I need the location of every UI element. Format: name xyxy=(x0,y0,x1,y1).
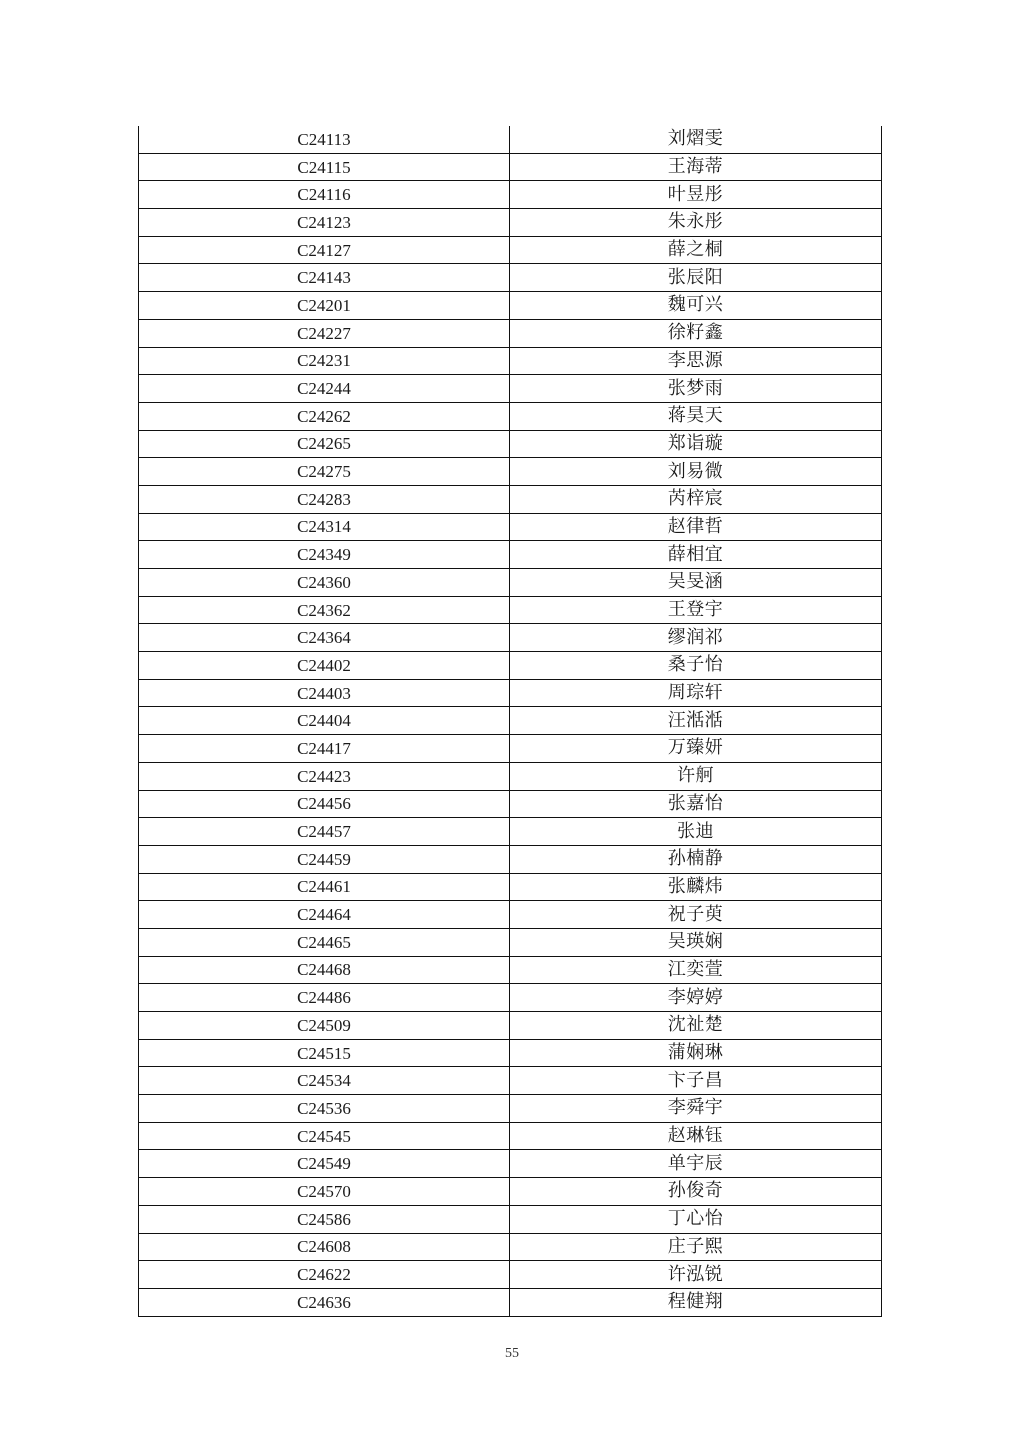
table-row xyxy=(139,126,882,153)
student-id-cell: C24468 xyxy=(139,956,510,984)
student-name-cell: 祝子萸 xyxy=(510,901,882,929)
student-id-cell: C24113 xyxy=(139,126,510,153)
student-id-cell: C24622 xyxy=(139,1261,510,1289)
student-id-cell: C24201 xyxy=(139,292,510,320)
table-row xyxy=(139,1233,882,1261)
table-row xyxy=(139,209,882,237)
student-name-cell: 孙楠静 xyxy=(510,845,882,873)
table-row xyxy=(139,541,882,569)
table-row xyxy=(139,956,882,984)
student-id-cell: C24586 xyxy=(139,1205,510,1233)
table-row xyxy=(139,402,882,430)
student-id-cell: C24123 xyxy=(139,209,510,237)
table-row xyxy=(139,1205,882,1233)
table-row xyxy=(139,790,882,818)
table-row xyxy=(139,1039,882,1067)
student-id-cell: C24464 xyxy=(139,901,510,929)
table-row xyxy=(139,596,882,624)
table-row xyxy=(139,375,882,403)
student-name-cell: 吴旻涵 xyxy=(510,569,882,597)
table-row xyxy=(139,264,882,292)
student-name-cell: 郑诣璇 xyxy=(510,430,882,458)
student-id-cell: C24262 xyxy=(139,402,510,430)
table-row xyxy=(139,569,882,597)
table-row xyxy=(139,458,882,486)
student-id-cell: C24127 xyxy=(139,236,510,264)
student-name-cell: 赵琳钰 xyxy=(510,1122,882,1150)
student-id-cell: C24244 xyxy=(139,375,510,403)
page-number: 55 xyxy=(505,1346,519,1361)
student-id-cell: C24265 xyxy=(139,430,510,458)
student-id-cell: C24465 xyxy=(139,928,510,956)
student-id-cell: C24534 xyxy=(139,1067,510,1095)
student-id-cell: C24403 xyxy=(139,679,510,707)
student-id-cell: C24275 xyxy=(139,458,510,486)
table-row xyxy=(139,347,882,375)
student-id-cell: C24456 xyxy=(139,790,510,818)
student-id-cell: C24417 xyxy=(139,735,510,763)
student-name-cell: 徐籽鑫 xyxy=(510,319,882,347)
student-name-cell: 桑子怡 xyxy=(510,652,882,680)
student-name-cell: 许泓锐 xyxy=(510,1261,882,1289)
table-row xyxy=(139,873,882,901)
student-name-cell: 丁心怡 xyxy=(510,1205,882,1233)
student-name-cell: 庄子熙 xyxy=(510,1233,882,1261)
student-name-cell: 张嘉怡 xyxy=(510,790,882,818)
table-row xyxy=(139,928,882,956)
student-id-cell: C24549 xyxy=(139,1150,510,1178)
student-id-cell: C24227 xyxy=(139,319,510,347)
table-row xyxy=(139,236,882,264)
student-id-cell: C24360 xyxy=(139,569,510,597)
student-id-cell: C24115 xyxy=(139,153,510,181)
student-name-cell: 沈祉楚 xyxy=(510,1012,882,1040)
student-name-cell: 薛之桐 xyxy=(510,236,882,264)
student-id-cell: C24423 xyxy=(139,762,510,790)
student-name-cell: 卞子昌 xyxy=(510,1067,882,1095)
student-name-cell: 许舸 xyxy=(510,762,882,790)
student-id-cell: C24515 xyxy=(139,1039,510,1067)
table-row xyxy=(139,1012,882,1040)
student-name-cell: 蒲娴琳 xyxy=(510,1039,882,1067)
student-id-cell: C24231 xyxy=(139,347,510,375)
table-row xyxy=(139,652,882,680)
roster-table-body xyxy=(139,126,882,1316)
table-row xyxy=(139,485,882,513)
table-row xyxy=(139,679,882,707)
student-id-cell: C24283 xyxy=(139,485,510,513)
student-name-cell: 王海蒂 xyxy=(510,153,882,181)
student-id-cell: C24143 xyxy=(139,264,510,292)
student-name-cell: 张迪 xyxy=(510,818,882,846)
student-name-cell: 赵律哲 xyxy=(510,513,882,541)
table-row xyxy=(139,1288,882,1316)
table-row xyxy=(139,513,882,541)
student-name-cell: 江奕萱 xyxy=(510,956,882,984)
table-row xyxy=(139,1178,882,1206)
student-id-cell: C24636 xyxy=(139,1288,510,1316)
table-row xyxy=(139,901,882,929)
student-name-cell: 刘熠雯 xyxy=(510,126,882,153)
table-row xyxy=(139,818,882,846)
table-row xyxy=(139,292,882,320)
student-name-cell: 李婷婷 xyxy=(510,984,882,1012)
student-name-cell: 芮梓宸 xyxy=(510,485,882,513)
student-id-cell: C24457 xyxy=(139,818,510,846)
student-name-cell: 蒋昊天 xyxy=(510,402,882,430)
student-id-cell: C24349 xyxy=(139,541,510,569)
table-row xyxy=(139,430,882,458)
table-row xyxy=(139,1150,882,1178)
table-row xyxy=(139,984,882,1012)
student-name-cell: 王登宇 xyxy=(510,596,882,624)
student-name-cell: 李舜宇 xyxy=(510,1095,882,1123)
student-id-cell: C24116 xyxy=(139,181,510,209)
student-name-cell: 缪润祁 xyxy=(510,624,882,652)
table-row xyxy=(139,624,882,652)
table-row xyxy=(139,1067,882,1095)
table-row xyxy=(139,153,882,181)
table-row xyxy=(139,1095,882,1123)
table-row xyxy=(139,762,882,790)
student-name-cell: 单宇辰 xyxy=(510,1150,882,1178)
student-id-cell: C24536 xyxy=(139,1095,510,1123)
student-name-cell: 魏可兴 xyxy=(510,292,882,320)
student-id-cell: C24545 xyxy=(139,1122,510,1150)
student-name-cell: 叶昱彤 xyxy=(510,181,882,209)
student-id-cell: C24608 xyxy=(139,1233,510,1261)
student-name-cell: 张辰阳 xyxy=(510,264,882,292)
student-id-cell: C24570 xyxy=(139,1178,510,1206)
table-row xyxy=(139,1261,882,1289)
table-row xyxy=(139,735,882,763)
student-name-cell: 张梦雨 xyxy=(510,375,882,403)
student-id-cell: C24459 xyxy=(139,845,510,873)
table-row xyxy=(139,707,882,735)
table-row xyxy=(139,845,882,873)
student-id-cell: C24364 xyxy=(139,624,510,652)
student-name-cell: 程健翔 xyxy=(510,1288,882,1316)
table-row xyxy=(139,319,882,347)
table-row xyxy=(139,181,882,209)
student-name-cell: 薛相宜 xyxy=(510,541,882,569)
student-name-cell: 李思源 xyxy=(510,347,882,375)
student-name-cell: 万臻妍 xyxy=(510,735,882,763)
student-id-cell: C24314 xyxy=(139,513,510,541)
student-id-cell: C24362 xyxy=(139,596,510,624)
student-name-cell: 孙俊奇 xyxy=(510,1178,882,1206)
student-name-cell: 刘易微 xyxy=(510,458,882,486)
table-row xyxy=(139,1122,882,1150)
student-id-cell: C24404 xyxy=(139,707,510,735)
student-name-cell: 汪湉湉 xyxy=(510,707,882,735)
student-id-cell: C24402 xyxy=(139,652,510,680)
student-name-cell: 周琮轩 xyxy=(510,679,882,707)
student-id-cell: C24509 xyxy=(139,1012,510,1040)
student-id-cell: C24486 xyxy=(139,984,510,1012)
roster-table xyxy=(138,126,882,1317)
student-name-cell: 张麟炜 xyxy=(510,873,882,901)
student-name-cell: 朱永彤 xyxy=(510,209,882,237)
student-name-cell: 吴瑛娴 xyxy=(510,928,882,956)
student-id-cell: C24461 xyxy=(139,873,510,901)
